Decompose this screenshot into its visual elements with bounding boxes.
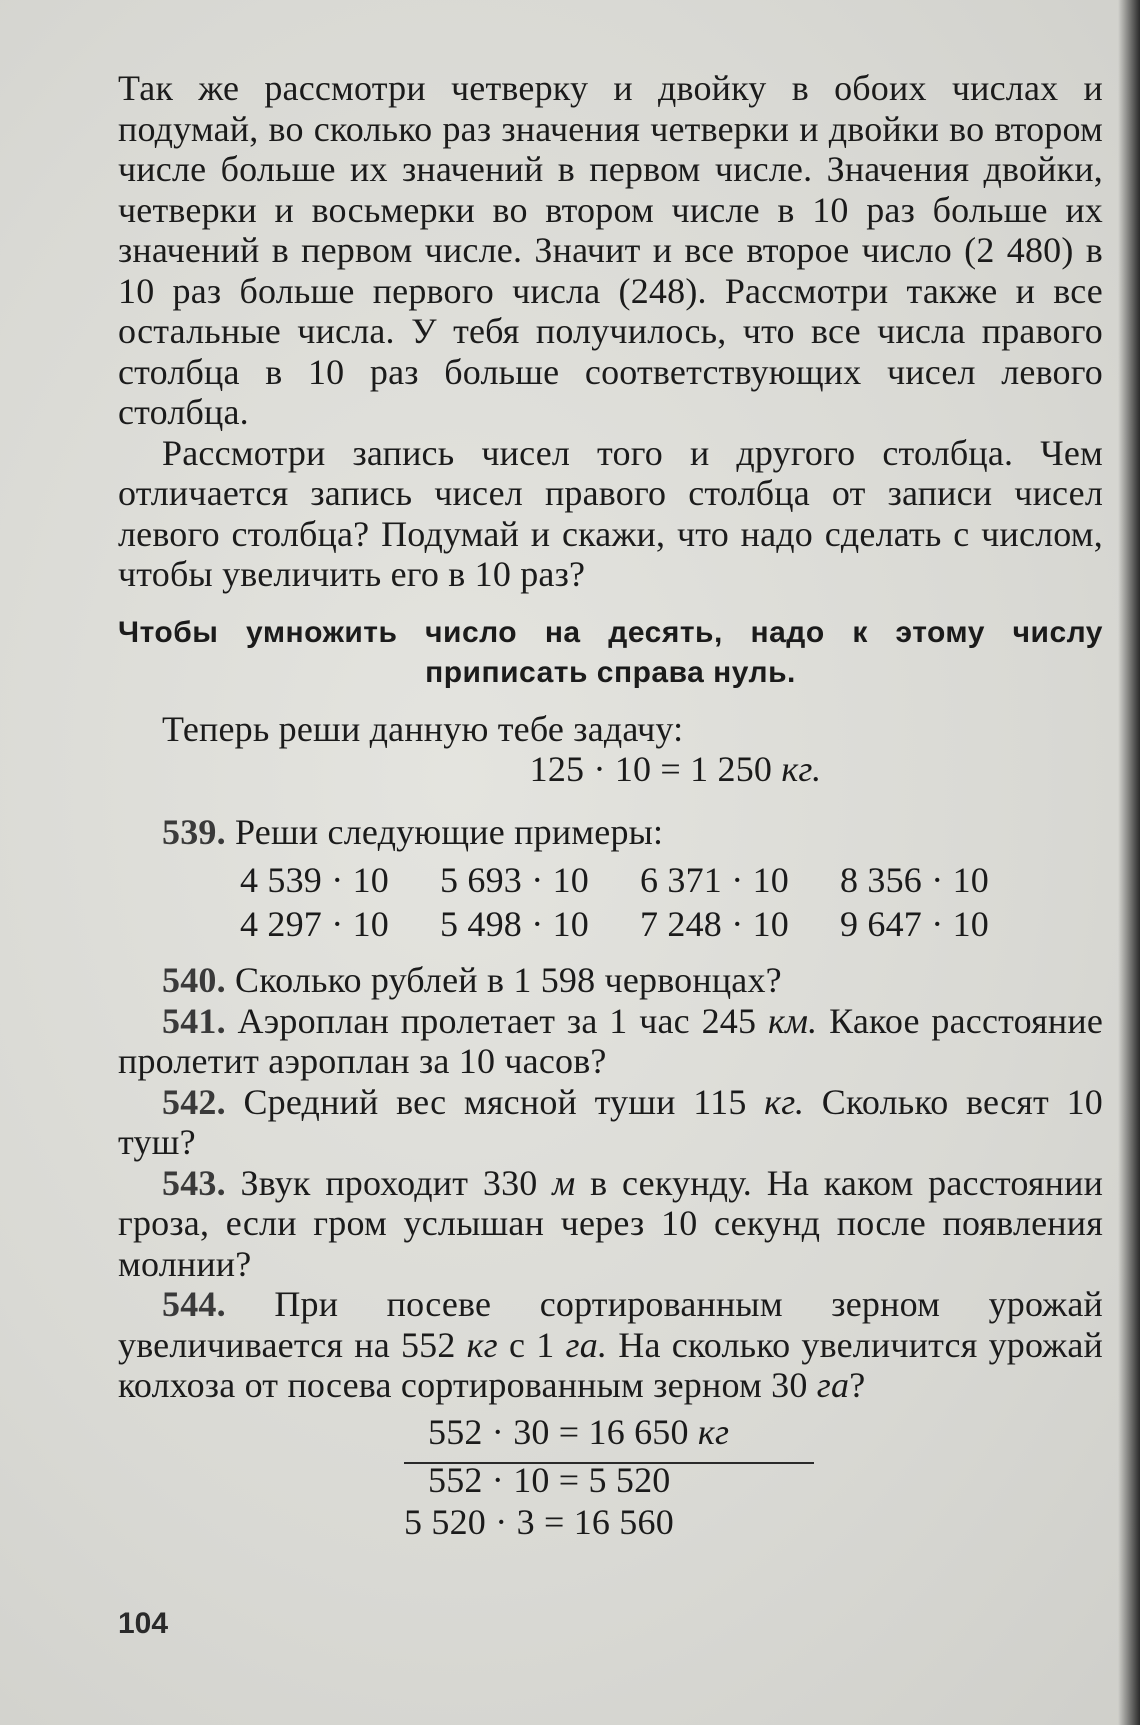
problem-text: Реши следующие примеры:: [235, 811, 664, 852]
problem-text: Какое расстояние пролетит аэроплан за 10 часов?: [118, 1000, 1103, 1081]
problem-number: 544.: [162, 1284, 226, 1324]
problem-number: 542.: [162, 1081, 226, 1122]
problem-number: 543.: [162, 1162, 226, 1203]
calc-expression: 552 · 30 = 16 650: [428, 1411, 689, 1452]
unit-km: км.: [767, 1000, 818, 1041]
task-equation-unit: кг.: [781, 749, 822, 789]
problem-text: На сколько увеличится урожай колхоза от посева сортированным зерном 30: [118, 1324, 1103, 1405]
task-intro: Теперь реши данную тебе задачу:: [162, 708, 684, 749]
example-item: 9 647 · 10: [840, 904, 989, 944]
task-equation: [118, 749, 1103, 790]
example-item: 5 693 · 10: [440, 860, 589, 900]
example-item: 5 498 · 10: [440, 904, 589, 944]
problem-text: При посеве сортированным зерном урожай увеличивается на 552: [118, 1284, 1103, 1365]
paragraph-question: Рассмотри запись чисел того и другого столбца. Чем отличается запись чисел правого столбца от записи чисел левого столбца? Подумай и скажи, что надо сделать с числом, чтобы увеличить его в 10 раз?: [118, 432, 1103, 594]
problem-text: ?: [849, 1365, 866, 1405]
problem-text: в секунду. На каком расстоянии гроза, если гром услышан через 10 секунд после появления молнии?: [118, 1162, 1104, 1284]
unit-m: м: [552, 1162, 576, 1203]
example-item: 8 356 · 10: [840, 860, 989, 900]
example-item: 4 297 · 10: [240, 904, 389, 944]
examples-grid: [118, 860, 1103, 948]
examples-row-1: [240, 860, 1103, 904]
unit-kg: кг.: [764, 1081, 805, 1122]
problem-text: Средний вес мясной туши 115: [243, 1081, 747, 1122]
problem-number: 541.: [162, 1000, 226, 1041]
unit-ga: га.: [565, 1324, 608, 1365]
page-number: 104: [118, 1607, 169, 1640]
problem-540: [118, 960, 1103, 1001]
problem-number: 540.: [162, 960, 226, 1000]
page-binding-shadow: [1118, 0, 1140, 1725]
problem-text: с 1: [509, 1324, 555, 1365]
example-item: 7 248 · 10: [640, 904, 789, 944]
calc-line-step-1: 552 · 10 = 5 520: [428, 1459, 671, 1500]
unit-ga: га: [816, 1365, 850, 1405]
rule-statement: [118, 613, 1103, 693]
paragraph-comparison: Так же рассмотри четверку и двойку в обоих числах и подумай, во сколько раз значения четверки и двойки во втором числе больше их значений в первом числе. Значения двойки, четверки и восьмерки во втором числе в 10 раз больше их значений в первом числе. Значит и все второе число (2 480) в 10 раз больше первого числа (248). Рассмотри также и все остальные числа. У тебя получилось, что все числа правого столбца в 10 раз больше соответствующих чисел левого столбца.: [118, 68, 1103, 432]
problem-539: [118, 812, 1103, 853]
problem-543: [118, 1163, 1103, 1285]
rule-line-2: приписать справа нуль.: [425, 655, 796, 689]
task-equation-expression: 125 · 10 = 1 250: [529, 749, 773, 789]
worked-calculation: [118, 1412, 1103, 1542]
problem-544: [118, 1284, 1103, 1406]
calc-unit: кг: [697, 1411, 730, 1452]
examples-row-2: [240, 904, 1103, 948]
problem-text: Звук проходит 330: [240, 1162, 538, 1203]
problem-number: 539.: [162, 811, 226, 852]
page-text: [118, 68, 1103, 1542]
calc-line-step-2: 5 520 · 3 = 16 560: [404, 1501, 674, 1542]
problem-541: [118, 1001, 1103, 1082]
problem-text: Сколько рублей в 1 598 червонцах?: [235, 960, 782, 1000]
rule-line-1: Чтобы умножить число на десять, надо к этому числу: [118, 615, 1103, 649]
unit-kg: кг: [466, 1324, 498, 1365]
problem-542: [118, 1082, 1103, 1163]
problem-text: Аэроплан пролетает за 1 час 245: [237, 1000, 757, 1041]
calc-line-result: [428, 1412, 729, 1453]
problem-text: Сколько весят 10 туш?: [118, 1081, 1104, 1162]
example-item: 6 371 · 10: [640, 860, 789, 900]
example-item: 4 539 · 10: [240, 860, 389, 900]
